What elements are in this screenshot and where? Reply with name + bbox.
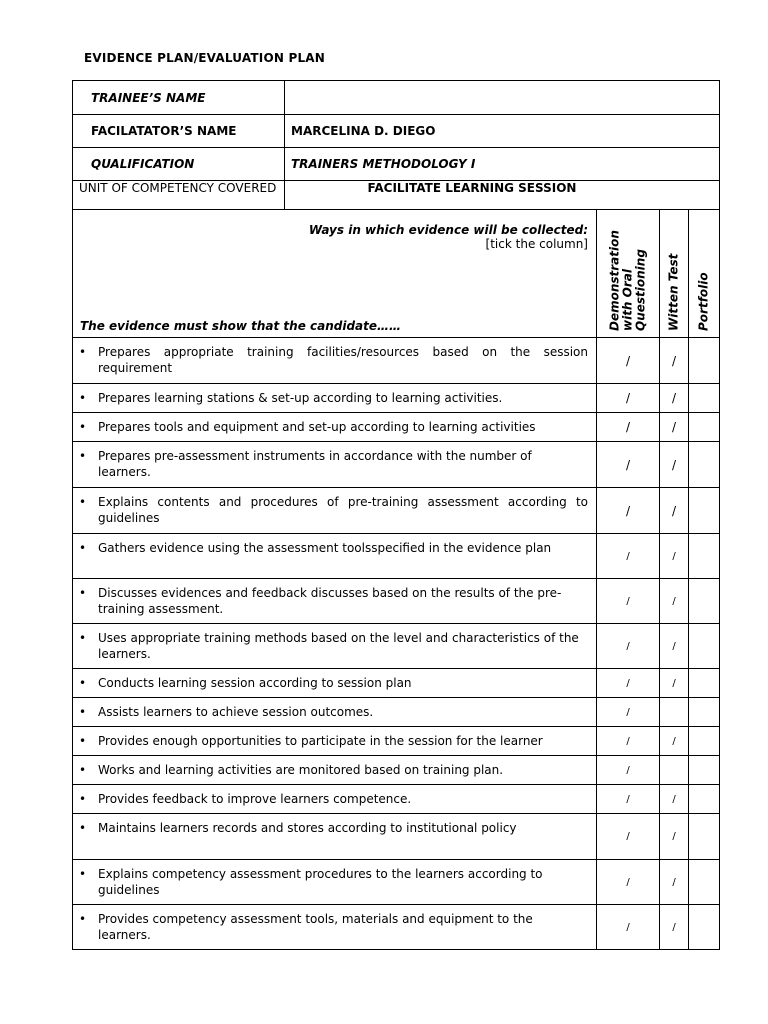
evidence-row: [73, 814, 720, 860]
evidence-row: [73, 785, 720, 814]
portfolio-mark[interactable]: [689, 727, 720, 756]
bullet-icon: •: [79, 420, 87, 434]
bullet-icon: •: [79, 586, 87, 600]
demonstration-mark[interactable]: /: [597, 442, 660, 488]
evidence-rows: [73, 338, 720, 950]
evidence-row: [73, 669, 720, 698]
evidence-item-text: Provides feedback to improve learners competence.: [98, 792, 412, 806]
evidence-item-text: Prepares pre-assessment instruments in accordance with the number of learners.: [98, 449, 532, 479]
evidence-item-cell: [73, 756, 597, 785]
qualification-label: QUALIFICATION: [73, 148, 285, 181]
evidence-item-cell: [73, 814, 597, 860]
facilitator-name-label: FACILATATOR’S NAME: [73, 115, 285, 148]
evidence-row: [73, 727, 720, 756]
evidence-item-text: Prepares tools and equipment and set-up according to learning activities: [98, 420, 536, 434]
demonstration-mark[interactable]: /: [597, 698, 660, 727]
demonstration-mark[interactable]: /: [597, 579, 660, 624]
demonstration-mark[interactable]: /: [597, 905, 660, 950]
evidence-item-cell: [73, 624, 597, 669]
bullet-icon: •: [79, 449, 87, 463]
written-test-mark[interactable]: /: [660, 624, 689, 669]
bullet-icon: •: [79, 541, 87, 555]
evidence-header-cell: [73, 210, 597, 338]
written-test-mark[interactable]: /: [660, 442, 689, 488]
bullet-icon: •: [79, 345, 87, 359]
unit-row: [73, 181, 720, 210]
portfolio-mark[interactable]: [689, 338, 720, 384]
written-test-mark[interactable]: /: [660, 488, 689, 534]
portfolio-mark[interactable]: [689, 534, 720, 579]
evidence-item-text: Uses appropriate training methods based on the level and characteristics of the learners.: [98, 631, 579, 661]
demonstration-mark[interactable]: /: [597, 669, 660, 698]
bullet-icon: •: [79, 705, 87, 719]
written-test-mark[interactable]: /: [660, 860, 689, 905]
evidence-item-cell: [73, 905, 597, 950]
demonstration-mark[interactable]: /: [597, 785, 660, 814]
evidence-row: [73, 384, 720, 413]
written-test-mark[interactable]: /: [660, 669, 689, 698]
portfolio-mark[interactable]: [689, 624, 720, 669]
qualification-value: TRAINERS METHODOLOGY I: [285, 148, 720, 181]
portfolio-mark[interactable]: [689, 384, 720, 413]
written-test-mark[interactable]: /: [660, 785, 689, 814]
bullet-icon: •: [79, 495, 87, 509]
demonstration-mark[interactable]: /: [597, 727, 660, 756]
evidence-plan-table: [72, 80, 720, 950]
demonstration-mark[interactable]: /: [597, 338, 660, 384]
demonstration-mark[interactable]: /: [597, 384, 660, 413]
evidence-row: [73, 756, 720, 785]
evidence-row: [73, 860, 720, 905]
ways-collected-text: Ways in which evidence will be collected:: [308, 223, 588, 237]
demonstration-header-text: Demonstration with Oral Questioning: [607, 230, 648, 331]
evidence-item-text: Assists learners to achieve session outcomes.: [98, 705, 374, 719]
demonstration-mark[interactable]: /: [597, 756, 660, 785]
column-header-portfolio: [689, 210, 720, 338]
written-test-mark[interactable]: [660, 698, 689, 727]
written-test-mark[interactable]: [660, 756, 689, 785]
tick-column-note: [tick the column]: [485, 237, 588, 251]
trainee-row: [73, 81, 720, 115]
evidence-item-cell: [73, 413, 597, 442]
demonstration-mark[interactable]: /: [597, 534, 660, 579]
bullet-icon: •: [79, 821, 87, 835]
evidence-item-text: Explains competency assessment procedures to the learners according to guidelines: [98, 867, 543, 897]
evidence-item-cell: [73, 338, 597, 384]
evidence-item-text: Maintains learners records and stores according to institutional policy: [98, 821, 517, 835]
demonstration-mark[interactable]: /: [597, 814, 660, 860]
portfolio-mark[interactable]: [689, 442, 720, 488]
evidence-item-cell: [73, 579, 597, 624]
written-test-mark[interactable]: /: [660, 534, 689, 579]
unit-of-competency-value: FACILITATE LEARNING SESSION: [285, 181, 720, 210]
evidence-header-row: [73, 210, 720, 338]
portfolio-header-text: Portfolio: [696, 272, 711, 331]
portfolio-mark[interactable]: [689, 669, 720, 698]
evidence-row: [73, 698, 720, 727]
evidence-item-cell: [73, 534, 597, 579]
bullet-icon: •: [79, 676, 87, 690]
written-test-mark[interactable]: /: [660, 338, 689, 384]
demonstration-mark[interactable]: /: [597, 413, 660, 442]
demonstration-mark[interactable]: /: [597, 624, 660, 669]
portfolio-mark[interactable]: [689, 756, 720, 785]
portfolio-mark[interactable]: [689, 413, 720, 442]
portfolio-mark[interactable]: [689, 579, 720, 624]
bullet-icon: •: [79, 631, 87, 645]
evidence-row: [73, 534, 720, 579]
evidence-item-text: Explains contents and procedures of pre-training assessment according to guidelines: [98, 495, 588, 525]
bullet-icon: •: [79, 734, 87, 748]
trainee-name-field[interactable]: [285, 81, 720, 115]
bullet-icon: •: [79, 912, 87, 926]
evidence-item-cell: [73, 488, 597, 534]
facilitator-name-value: MARCELINA D. DIEGO: [285, 115, 720, 148]
bullet-icon: •: [79, 792, 87, 806]
evidence-item-cell: [73, 442, 597, 488]
evidence-item-text: Gathers evidence using the assessment toolsspecified in the evidence plan: [98, 541, 552, 555]
demonstration-mark[interactable]: /: [597, 488, 660, 534]
evidence-item-cell: [73, 384, 597, 413]
evidence-item-text: Provides competency assessment tools, materials and equipment to the learners.: [98, 912, 533, 942]
evidence-must-show-text: The evidence must show that the candidate……: [80, 319, 402, 333]
evidence-row: [73, 488, 720, 534]
evidence-row: [73, 624, 720, 669]
evidence-row: [73, 442, 720, 488]
evidence-item-cell: [73, 698, 597, 727]
evidence-item-text: Prepares appropriate training facilities/resources based on the session requirement: [98, 345, 588, 375]
portfolio-mark[interactable]: [689, 698, 720, 727]
written-test-mark[interactable]: /: [660, 384, 689, 413]
evidence-row: [73, 905, 720, 950]
facilitator-row: [73, 115, 720, 148]
evidence-item-text: Provides enough opportunities to participate in the session for the learner: [98, 734, 543, 748]
written-test-mark[interactable]: /: [660, 579, 689, 624]
evidence-row: [73, 579, 720, 624]
portfolio-mark[interactable]: [689, 488, 720, 534]
column-header-written-test: [660, 210, 689, 338]
qualification-row: [73, 148, 720, 181]
unit-of-competency-label: UNIT OF COMPETENCY COVERED: [73, 181, 285, 210]
demonstration-mark[interactable]: /: [597, 860, 660, 905]
written-test-mark[interactable]: /: [660, 413, 689, 442]
portfolio-mark[interactable]: [689, 905, 720, 950]
written-test-mark[interactable]: /: [660, 905, 689, 950]
bullet-icon: •: [79, 763, 87, 777]
document-title: EVIDENCE PLAN/EVALUATION PLAN: [84, 51, 326, 65]
bullet-icon: •: [79, 391, 87, 405]
column-header-demonstration: [597, 210, 660, 338]
bullet-icon: •: [79, 867, 87, 881]
evidence-item-cell: [73, 860, 597, 905]
written-test-mark[interactable]: /: [660, 814, 689, 860]
portfolio-mark[interactable]: [689, 860, 720, 905]
trainee-name-label: TRAINEE’S NAME: [73, 81, 285, 115]
evidence-item-text: Works and learning activities are monitored based on training plan.: [98, 763, 504, 777]
portfolio-mark[interactable]: [689, 814, 720, 860]
portfolio-mark[interactable]: [689, 785, 720, 814]
evidence-item-text: Prepares learning stations & set-up according to learning activities.: [98, 391, 503, 405]
evidence-item-cell: [73, 785, 597, 814]
evidence-item-cell: [73, 727, 597, 756]
evidence-row: [73, 338, 720, 384]
evidence-row: [73, 413, 720, 442]
written-test-mark[interactable]: /: [660, 727, 689, 756]
written-test-header-text: Witten Test: [666, 253, 681, 331]
evidence-item-cell: [73, 669, 597, 698]
evidence-item-text: Conducts learning session according to session plan: [98, 676, 412, 690]
evidence-item-text: Discusses evidences and feedback discusses based on the results of the pre-training assessment.: [98, 586, 562, 616]
